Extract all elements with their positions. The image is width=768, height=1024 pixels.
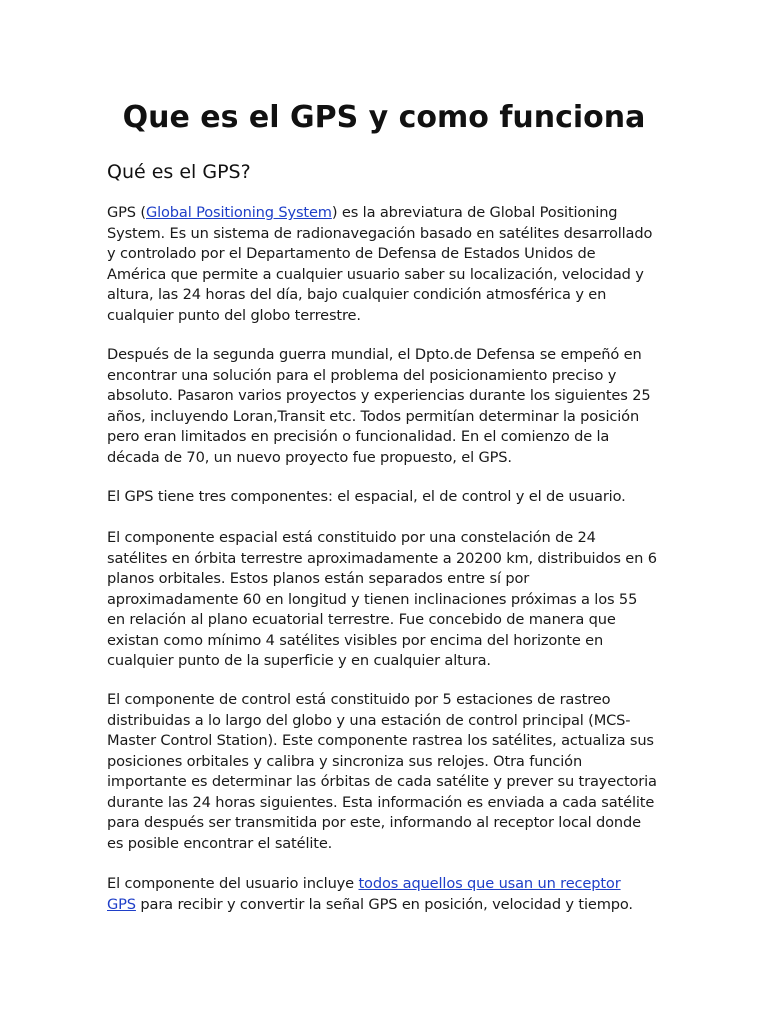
paragraph-line: encontrar una solución para el problema del posicionamiento preciso y <box>107 366 617 384</box>
paragraph-line: existan como mínimo 4 satélites visibles por encima del horizonte en <box>107 631 604 649</box>
paragraph-line: en relación al plano ecuatorial terrestre. Fue concebido de manera que <box>107 611 616 628</box>
paragraph-line: Después de la segunda guerra mundial, el Dpto.de Defensa se empeñó en <box>107 346 642 363</box>
text-run: El componente del usuario incluye <box>107 875 359 892</box>
paragraph-line: años, incluyendo Loran,Transit etc. Todos permitían determinar la posición <box>107 407 640 425</box>
paragraph-line: cualquier punto de la superficie y en cualquier altura. <box>107 652 491 669</box>
paragraph-line: es posible encontrar el satélite. <box>107 834 333 852</box>
gps-receiver-users-link[interactable]: todos aquellos que usan un receptor <box>358 875 621 892</box>
text-run: GPS ( <box>107 204 146 221</box>
paragraph-line <box>107 874 663 895</box>
paragraph-line: pero eran limitados en precisión o funcionalidad. En el comienzo de la <box>107 428 610 445</box>
paragraph-line: aproximadamente 60 en longitud y tienen inclinaciones próximas a los 55 <box>107 590 638 608</box>
paragraph-line <box>107 203 663 224</box>
paragraph-line <box>107 895 663 916</box>
paragraph-line: altura, las 24 horas del día, bajo cualquier condición atmosférica y en <box>107 286 607 303</box>
global-positioning-system-link[interactable]: Global Positioning System <box>145 204 332 221</box>
paragraph-line: satélites en órbita terrestre aproximadamente a 20200 km, distribuidos en 6 <box>107 549 657 567</box>
paragraph-line: cualquier punto del globo terrestre. <box>107 306 361 324</box>
paragraph-line: El componente espacial está constituido por una constelación de 24 <box>107 529 596 546</box>
paragraph-line: absoluto. Pasaron varios proyectos y experiencias durante los siguientes 25 <box>107 387 651 404</box>
paragraph-line: El componente de control está constituido por 5 estaciones de rastreo <box>107 691 611 708</box>
gps-receiver-users-link-continued[interactable]: GPS <box>107 895 136 913</box>
paragraph-history <box>107 345 663 468</box>
paragraph-control-segment <box>107 690 663 854</box>
paragraph-line: importante es determinar las órbitas de cada satélite y prever su trayectoria <box>107 773 657 790</box>
text-run: para recibir y convertir la señal GPS en posición, velocidad y tiempo. <box>135 895 633 913</box>
paragraph-line: El GPS tiene tres componentes: el espacial, el de control y el de usuario. <box>107 488 626 505</box>
paragraph-intro <box>107 203 663 326</box>
paragraph-line: Master Control Station). Este componente rastrea los satélites, actualiza sus <box>107 732 654 749</box>
paragraph-line: durante las 24 horas siguientes. Esta información es enviada a cada satélite <box>107 793 655 811</box>
paragraph-components <box>107 487 663 508</box>
paragraph-line: planos orbitales. Estos planos están separados entre sí por <box>107 570 530 587</box>
document-title: Que es el GPS y como funciona <box>122 100 646 135</box>
paragraph-line: para después ser transmitida por este, informando al receptor local donde <box>107 814 641 831</box>
paragraph-line: distribuidas a lo largo del globo y una estación de control principal (MCS- <box>107 711 631 729</box>
text-run: ) es la abreviatura de Global Positioning <box>331 204 618 221</box>
paragraph-user-segment <box>107 874 663 915</box>
paragraph-line: década de 70, un nuevo proyecto fue propuesto, el GPS. <box>107 448 512 466</box>
section-heading: Qué es el GPS? <box>107 161 251 183</box>
paragraph-line: y controlado por el Departamento de Defensa de Estados Unidos de <box>107 245 596 262</box>
paragraph-line: System. Es un sistema de radionavegación basado en satélites desarrollado <box>107 224 653 242</box>
paragraph-line: posiciones orbitales y calibra y sincroniza sus relojes. Otra función <box>107 752 583 770</box>
paragraph-line: América que permite a cualquier usuario saber su localización, velocidad y <box>107 265 644 283</box>
paragraph-space-segment <box>107 528 663 672</box>
